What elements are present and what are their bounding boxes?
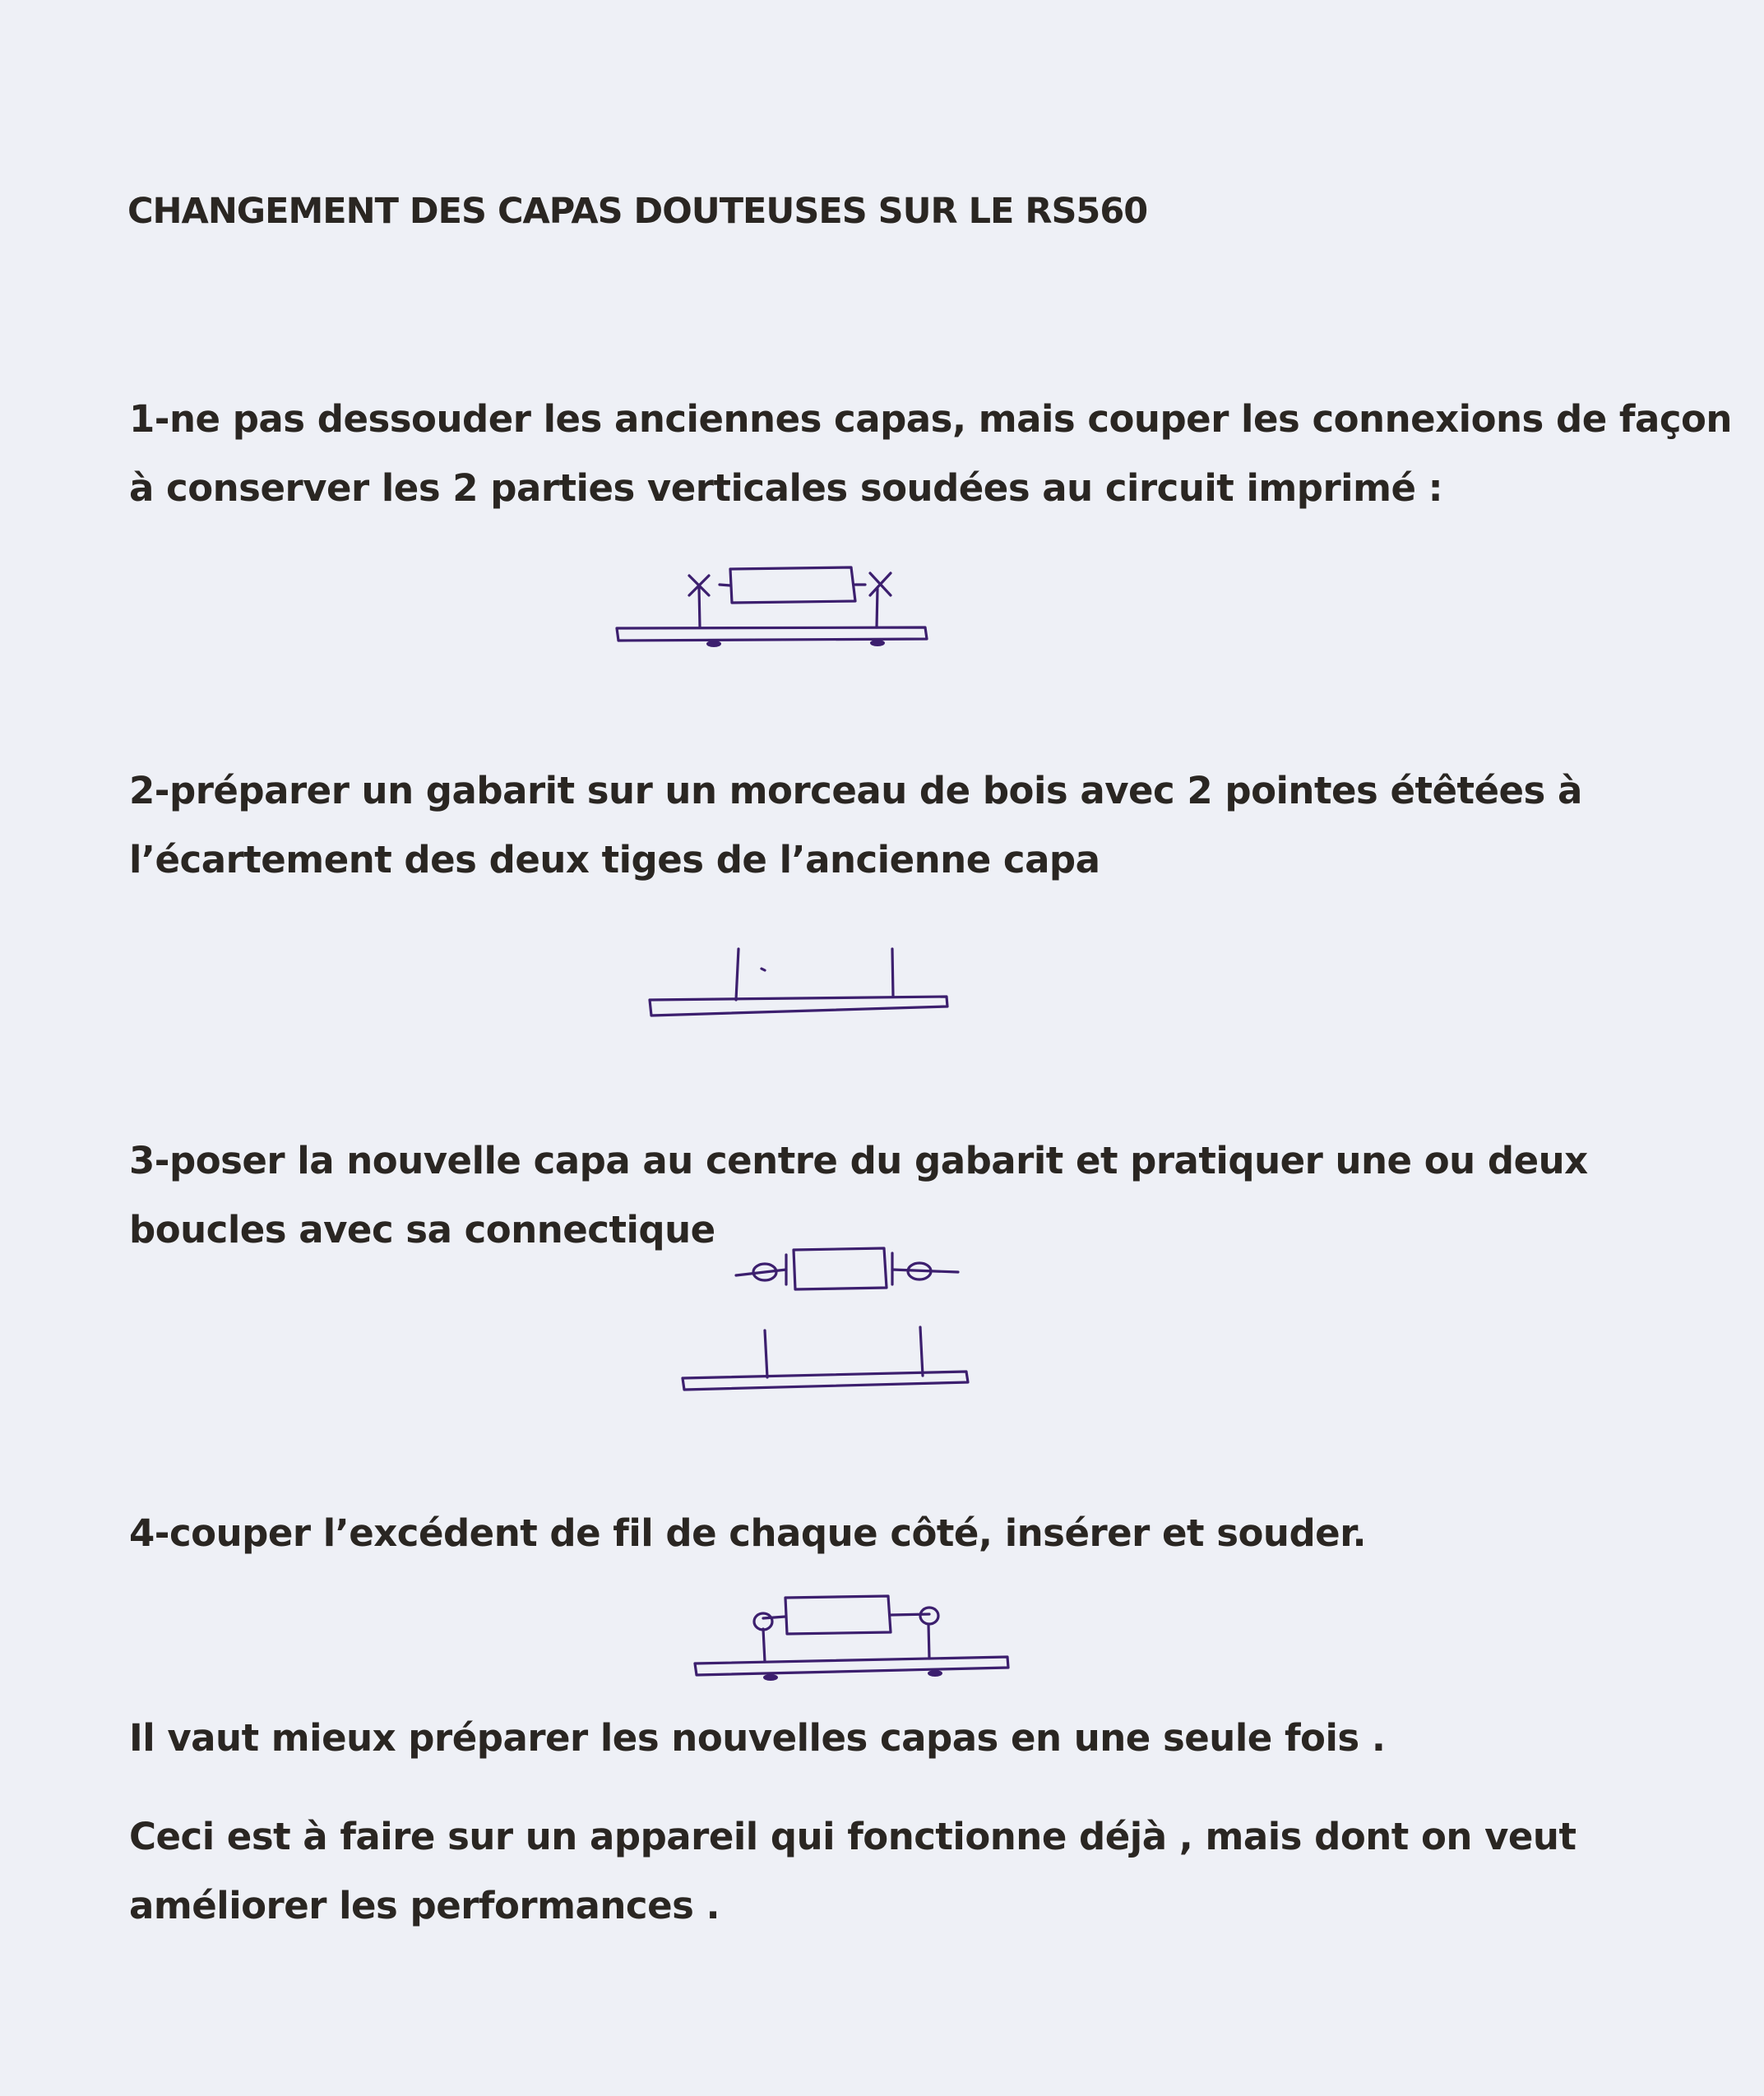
- step-3-line-1: 3-poser la nouvelle capa au centre du gabarit et pratiquer une ou deux: [129, 1139, 1588, 1182]
- jig-nail-left: [765, 1330, 767, 1377]
- jig-board: [683, 1372, 968, 1390]
- step-3-line-2: boucles avec sa connectique: [129, 1208, 715, 1252]
- step-2-text: [129, 757, 1582, 895]
- solder-joint-left: [706, 641, 721, 647]
- note-2-line-2: améliorer les performances .: [129, 1884, 720, 1927]
- installed-lead-right: [891, 1614, 929, 1615]
- note-1-line-1: Il vaut mieux préparer les nouvelles capas en une seule fois .: [129, 1716, 1386, 1760]
- jig-nail-right: [920, 1327, 923, 1376]
- vertical-lead-left: [699, 587, 700, 627]
- step-4-line-1: 4-couper l’excédent de fil de chaque côté, insérer et souder.: [129, 1511, 1367, 1555]
- installed-capacitor-body: [785, 1596, 891, 1634]
- pcb: [695, 1657, 1008, 1675]
- solder-lead-left: [763, 1629, 765, 1662]
- old-capacitor-body: [730, 567, 855, 603]
- document-title: CHANGEMENT DES CAPAS DOUTEUSES SUR LE RS560: [127, 191, 1148, 232]
- solder-joint-right: [870, 640, 885, 646]
- step-2-line-2: l’écartement des deux tiges de l’ancienne capa: [129, 838, 1100, 881]
- note-1-text: [129, 1704, 1385, 1773]
- step-2-sketch: [641, 937, 970, 1028]
- nail-left: [736, 949, 738, 1000]
- note-2-line-1: Ceci est à faire sur un appareil qui fonctionne déjà , mais dont on veut: [129, 1815, 1576, 1858]
- new-capacitor-lead-left: [736, 1270, 786, 1275]
- nail-right: [892, 949, 893, 997]
- step-1-line-1: 1-ne pas dessouder les anciennes capas, mais couper les connexions de façon: [129, 397, 1732, 441]
- loop-left: [754, 1613, 772, 1630]
- step-1-text: [129, 385, 1732, 523]
- step-1-line-2: à conserver les 2 parties verticales soudées au circuit imprimé :: [129, 466, 1443, 510]
- step-3-sketch: [674, 1242, 987, 1398]
- cut-mark-right: [870, 573, 891, 595]
- jig-tick: [762, 969, 765, 970]
- installed-lead-left: [763, 1617, 785, 1618]
- solder-joint-left: [763, 1674, 778, 1681]
- wooden-jig: [650, 997, 947, 1016]
- step-2-line-1: 2-préparer un gabarit sur un morceau de bois avec 2 pointes étêtées à: [129, 769, 1582, 812]
- new-capacitor-lead-right: [892, 1270, 958, 1272]
- step-4-text: [129, 1499, 1366, 1568]
- step-4-sketch: [687, 1591, 1016, 1690]
- solder-joint-right: [928, 1670, 942, 1677]
- new-capacitor-body: [794, 1248, 887, 1289]
- note-2-text: [129, 1802, 1576, 1941]
- step-1-sketch: [609, 559, 938, 666]
- solder-lead-right: [928, 1624, 929, 1659]
- circuit-board: [617, 627, 927, 641]
- loop-right: [920, 1608, 938, 1624]
